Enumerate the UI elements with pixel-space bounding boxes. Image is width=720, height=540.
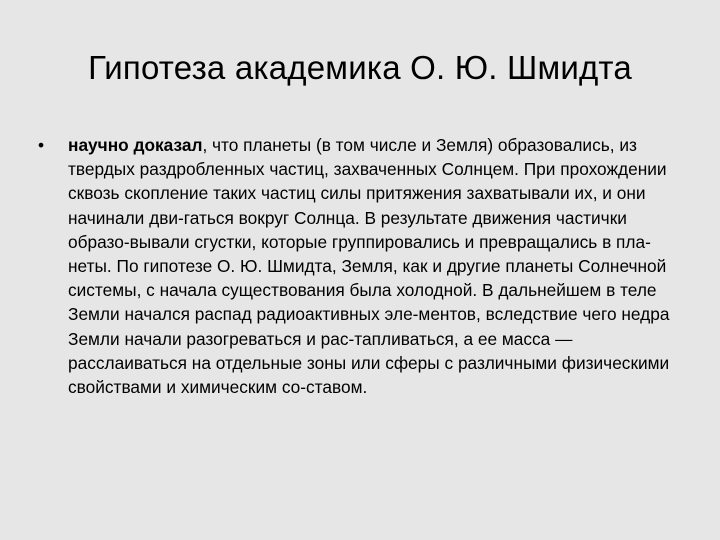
bullet-text: , что планеты (в том числе и Земля) образовались, из твердых раздробленных частиц, захваченных Солнцем. При прохождении сквозь скопление таких частиц силы притяжения захватывали их, и они начинали дви-гаться вокруг Солнца. В результате движения частички образо-вывали сгустки, которые группировались и превращались в пла-неты. По гипотезе О. Ю. Шмидта, Земля, как и другие планеты Солнечной системы, с начала существования была холодной. В дальнейшем в теле Земли начался распад радиоактивных эле-ментов, вследствие чего недра Земли начали разогреваться и рас-тапливаться, а ее масса — расслаиваться на отдельные зоны или сферы с различными физическими свойствами и химическим со-ставом. xyxy=(68,135,670,398)
bullet-bold-lead: научно доказал xyxy=(68,135,203,155)
bullet-item xyxy=(38,133,688,399)
slide-title: Гипотеза академика О. Ю. Шмидта xyxy=(88,49,632,86)
bullet-list xyxy=(38,133,688,399)
bullet-marker: • xyxy=(38,135,45,155)
